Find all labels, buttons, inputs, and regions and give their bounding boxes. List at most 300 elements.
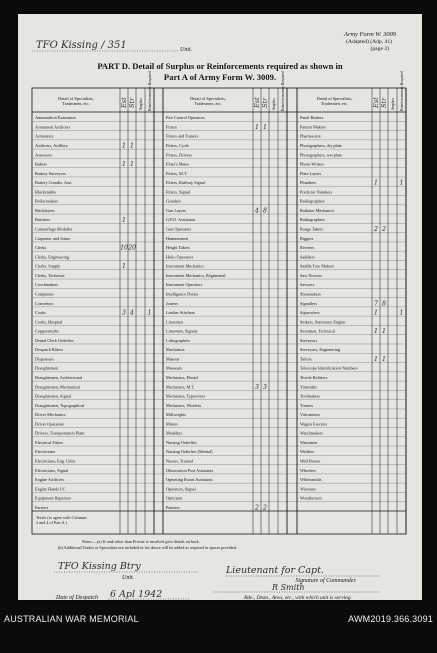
row-label: Fitters, Drivers bbox=[166, 152, 192, 158]
row-label: Pattern Makers bbox=[300, 124, 326, 130]
column-header-surplus: Surplus bbox=[272, 98, 276, 110]
table-row bbox=[166, 199, 181, 204]
table-row bbox=[300, 273, 322, 278]
row-handwritten-value: 1 bbox=[382, 328, 386, 336]
row-label: Coppersmiths bbox=[35, 328, 59, 334]
table-row bbox=[166, 319, 184, 324]
totals-label-line2: 3 and 4 of Part A.) bbox=[36, 520, 67, 525]
table-row bbox=[166, 394, 206, 400]
table-row bbox=[300, 328, 386, 335]
row-label: Radiographers bbox=[300, 217, 325, 223]
table-row bbox=[300, 356, 386, 363]
table-row bbox=[300, 459, 321, 464]
form-sheet bbox=[18, 14, 422, 600]
row-label: Armament Artificers bbox=[35, 124, 71, 130]
row-label: Telescope Identification Numbers bbox=[300, 365, 358, 371]
form-adapted: (Adapted) (Adp. 41) bbox=[346, 39, 392, 45]
row-label: Fitters, Railway Signal bbox=[166, 180, 206, 186]
row-label: Tinsmiths bbox=[300, 384, 317, 390]
row-label: Observation Post Assistants bbox=[166, 467, 214, 473]
row-label: Wheelers bbox=[300, 467, 317, 473]
row-label: Camouflage Modeller bbox=[35, 226, 73, 232]
table-row bbox=[300, 208, 334, 213]
table-row bbox=[35, 347, 63, 352]
table-row bbox=[35, 486, 66, 491]
commander-signature: Lieutenant for Capt. bbox=[226, 565, 324, 576]
row-label: Bakers bbox=[35, 161, 47, 167]
table-row bbox=[35, 459, 76, 465]
table-row bbox=[166, 171, 187, 177]
row-handwritten-value: 2 bbox=[374, 226, 378, 234]
table-row bbox=[35, 431, 85, 437]
row-label: Wiremen bbox=[300, 486, 316, 492]
form-page: (page 2) bbox=[370, 46, 389, 52]
table-row bbox=[35, 384, 81, 390]
row-label: Electrical Fitters bbox=[35, 439, 64, 445]
row-label: Assessors bbox=[35, 152, 52, 158]
row-handwritten-value: 8 bbox=[263, 207, 267, 215]
row-label: Linesmen, Signals bbox=[166, 328, 198, 334]
table-row bbox=[35, 161, 134, 168]
table-row bbox=[166, 412, 186, 417]
header-unit-handwritten: TFO Kissing / 351 bbox=[36, 40, 127, 51]
table-row bbox=[300, 189, 333, 194]
table-row bbox=[35, 356, 54, 361]
column-header-details: Detail of Specialists, bbox=[58, 96, 94, 101]
row-handwritten-value: 4 bbox=[130, 309, 134, 317]
totals-label-line1: Totals (to agree with Columns bbox=[36, 515, 87, 520]
table-row bbox=[166, 477, 213, 482]
row-label: Surveyors bbox=[300, 337, 318, 343]
table-row bbox=[35, 152, 52, 157]
row-label: Gun Operators bbox=[166, 226, 192, 232]
row-handwritten-value: 3 bbox=[122, 309, 126, 317]
row-handwritten-value: 1 bbox=[399, 309, 404, 317]
row-label: Range Takers bbox=[300, 226, 324, 232]
row-label: Surveyors, Engineering bbox=[300, 347, 341, 353]
table-row bbox=[300, 236, 314, 241]
table-row bbox=[35, 301, 54, 306]
row-label: Tailors bbox=[300, 356, 312, 362]
footer-unit-handwritten: TFO Kissing Btry bbox=[58, 561, 141, 572]
table-row bbox=[35, 115, 76, 120]
row-label: Photo-Writers bbox=[300, 161, 324, 167]
row-label: Predictor Numbers bbox=[300, 189, 333, 195]
table-row bbox=[300, 245, 315, 250]
table-row bbox=[166, 208, 267, 215]
row-label: G.P.O. Assistants bbox=[166, 217, 196, 223]
row-handwritten-value: 1 bbox=[399, 179, 404, 187]
row-label: Panel Beaters bbox=[300, 115, 324, 121]
row-label: Miners bbox=[166, 421, 179, 427]
row-label: Fitters, Signal bbox=[166, 189, 190, 195]
row-label: Linesmen bbox=[166, 319, 183, 325]
row-label: Draughtsmen, Signal bbox=[35, 393, 71, 399]
table-row bbox=[300, 440, 318, 445]
table-row bbox=[166, 301, 178, 306]
table-row bbox=[300, 171, 321, 176]
table-row bbox=[166, 264, 204, 269]
table-row bbox=[35, 227, 73, 232]
table-row bbox=[300, 254, 315, 259]
row-label: Drivers, Transportation Plant bbox=[35, 430, 85, 436]
row-label: Stokers, Stationary Engine bbox=[300, 319, 346, 325]
table-row bbox=[300, 421, 328, 426]
row-label: Intelligence Duties bbox=[166, 291, 199, 297]
row-label: Dispensers bbox=[35, 356, 54, 362]
row-label: Cooks bbox=[35, 310, 46, 316]
handwritten-column-head: Str bbox=[128, 97, 136, 108]
row-label: Draughtsmen, Topographical bbox=[35, 402, 85, 408]
note-b: (b) Additional Trades or Specialists not included in list above will be added as required in spaces provided. bbox=[58, 545, 238, 550]
table-frame bbox=[32, 88, 406, 534]
table-row bbox=[166, 505, 267, 512]
row-handwritten-value: 7 bbox=[374, 300, 378, 308]
table-row bbox=[300, 115, 324, 120]
table-row bbox=[35, 338, 74, 343]
row-handwritten-value: 4 bbox=[255, 207, 259, 215]
archive-caption-right: AWM2019.366.3091 bbox=[348, 614, 433, 624]
row-label: Riggers bbox=[300, 235, 314, 241]
row-label: Radiographers bbox=[300, 198, 325, 204]
row-label: Cooks, Hospital bbox=[35, 319, 63, 325]
row-label: Nursing Orderlies bbox=[166, 439, 197, 445]
table-row bbox=[166, 245, 190, 250]
row-label: Photographers, wet plate bbox=[300, 152, 343, 158]
row-label: Draughtsmen bbox=[35, 365, 58, 371]
row-label: Clerks bbox=[35, 245, 47, 251]
row-label: Machinists bbox=[166, 347, 185, 353]
handwritten-column-head: Est bbox=[253, 97, 261, 108]
row-label: Butchers bbox=[35, 217, 51, 223]
table-row bbox=[35, 319, 63, 325]
table-row bbox=[166, 217, 196, 222]
table-row bbox=[300, 124, 326, 129]
handwritten-column-head: Est bbox=[372, 97, 380, 108]
row-label: Toolmakers bbox=[300, 393, 321, 399]
table-row bbox=[166, 384, 267, 391]
table-row bbox=[35, 180, 73, 185]
row-label: Helio Operators bbox=[166, 254, 194, 260]
row-label: Fitters and Turners bbox=[166, 133, 199, 139]
table-row bbox=[35, 199, 58, 204]
table-row bbox=[35, 421, 64, 426]
row-label: Mechanics, Typewriter bbox=[166, 393, 206, 399]
table-row bbox=[166, 143, 189, 149]
table-row bbox=[166, 273, 226, 279]
table-row bbox=[35, 468, 69, 474]
table-rows bbox=[35, 115, 403, 511]
table-row bbox=[35, 412, 66, 417]
table-row bbox=[35, 245, 136, 252]
table-row bbox=[35, 375, 83, 381]
row-label: Fitters bbox=[166, 124, 177, 130]
row-handwritten-value: 3 bbox=[263, 383, 267, 391]
table-row bbox=[35, 124, 71, 129]
row-label: Storemen, Technical bbox=[300, 328, 335, 334]
table-grid bbox=[32, 88, 406, 534]
table-row bbox=[166, 227, 191, 232]
row-label: Fitters, Cycle bbox=[166, 143, 189, 149]
row-handwritten-value: 1 bbox=[374, 356, 378, 364]
row-label: Driver Operators bbox=[35, 421, 64, 427]
row-label: Operating Room Assistants bbox=[166, 477, 213, 483]
row-label: Electricians, Signal bbox=[35, 467, 69, 473]
row-label: Saw Doctors bbox=[300, 272, 322, 278]
row-label: Fitter's Mates bbox=[166, 161, 190, 167]
row-label: Pharmacists bbox=[300, 133, 321, 139]
row-label: Masons bbox=[166, 356, 180, 362]
row-label: Driver Mechanics bbox=[35, 412, 66, 418]
table-row bbox=[166, 291, 199, 296]
column-header-reinforcements: Reinforcements Required bbox=[400, 71, 404, 111]
row-label: Saddle Tree Makers bbox=[300, 263, 334, 269]
row-label: Draughtsmen, Mechanical bbox=[35, 384, 80, 390]
row-handwritten-value: 1 bbox=[147, 309, 152, 317]
row-label: Gun Layers bbox=[166, 207, 186, 213]
table-row bbox=[300, 217, 325, 222]
row-label: Welders bbox=[300, 449, 314, 455]
row-label: Clerks, Technical bbox=[35, 272, 65, 278]
row-label: Signwriters bbox=[300, 310, 320, 316]
table-row bbox=[300, 375, 328, 380]
table-row bbox=[166, 124, 267, 131]
row-label: Battery Comdrs. Asst. bbox=[35, 180, 73, 186]
row-label: Radiator Mechanics bbox=[300, 207, 335, 213]
row-handwritten-value: 1 bbox=[374, 328, 378, 336]
commander-name: R Smith bbox=[272, 583, 305, 592]
table-row bbox=[35, 143, 134, 150]
row-label: Watermen bbox=[300, 439, 318, 445]
table-row bbox=[35, 440, 64, 445]
column-header-details: Detail of Specialists, bbox=[190, 96, 226, 101]
table-row bbox=[166, 347, 185, 352]
row-label: Draughtsmen, Architectural bbox=[35, 374, 83, 380]
row-label: Height Takers bbox=[166, 245, 190, 251]
table-row bbox=[35, 477, 64, 482]
row-label: Mechanics, Wireless bbox=[166, 402, 202, 408]
column-header-details: Detail of Specialists, bbox=[316, 96, 353, 101]
row-label: Artificers, Artillery bbox=[35, 143, 68, 149]
row-label: Equipment Repairers bbox=[35, 495, 71, 501]
table-row bbox=[35, 236, 71, 241]
date-handwritten: 6 Apl 1942 bbox=[110, 589, 163, 600]
row-label: Shoemakers bbox=[300, 291, 321, 297]
table-row bbox=[35, 134, 54, 139]
row-label: Farriers bbox=[35, 504, 49, 510]
table-row bbox=[300, 282, 315, 287]
table-row bbox=[35, 366, 59, 371]
table-row bbox=[300, 403, 313, 408]
row-label: Armourers bbox=[35, 133, 54, 139]
row-label: Mechanics, M.T. bbox=[166, 384, 195, 390]
header-unit-label: Unit. bbox=[180, 47, 193, 53]
table-row bbox=[300, 199, 325, 204]
row-label: Bricklayers bbox=[35, 207, 55, 213]
table-row bbox=[166, 449, 213, 454]
table-row bbox=[300, 477, 322, 482]
table-row bbox=[35, 208, 55, 213]
row-label: Battery Surveyors bbox=[35, 170, 66, 176]
table-row bbox=[166, 403, 202, 409]
row-label: Electricians, Eng. Units bbox=[35, 458, 76, 464]
table-row bbox=[300, 486, 317, 491]
table-row bbox=[300, 134, 321, 139]
table-row bbox=[166, 152, 192, 158]
row-label: Boilermakers bbox=[35, 198, 58, 204]
row-handwritten-value: 1 bbox=[374, 179, 378, 187]
row-label: Fire Control Operators bbox=[166, 115, 205, 121]
table-row bbox=[300, 291, 321, 296]
row-handwritten-value: 1 bbox=[374, 309, 378, 317]
row-label: Nursing Orderlies (Mental) bbox=[166, 449, 213, 455]
column-header-reinforcements: Reinforcements Required bbox=[148, 71, 152, 111]
table-row bbox=[166, 440, 197, 445]
table-row bbox=[35, 291, 54, 296]
table-row bbox=[300, 431, 323, 436]
part-title-line1: PART D. Detail of Surplus or Reinforcements required as shown in bbox=[97, 61, 343, 71]
commander-label: Signature of Commander. bbox=[295, 578, 357, 584]
row-handwritten-value: 1 bbox=[382, 356, 386, 364]
table-row bbox=[300, 152, 342, 158]
row-handwritten-value: 1 bbox=[122, 263, 126, 271]
table-row bbox=[166, 329, 198, 335]
column-header-details-sub: Tradesmen, etc. bbox=[62, 101, 90, 106]
table-row bbox=[35, 329, 59, 334]
column-header-surplus: Surplus bbox=[139, 98, 143, 110]
row-label: Mechanics, Dental bbox=[166, 374, 198, 380]
row-handwritten-value: 3 bbox=[255, 383, 259, 391]
row-label: Watchmakers bbox=[300, 430, 324, 436]
row-label: Vulcanizers bbox=[300, 412, 321, 418]
table-row bbox=[300, 143, 342, 149]
row-handwritten-value: 1 bbox=[130, 161, 134, 169]
handwritten-column-head: Str bbox=[380, 97, 388, 108]
table-row bbox=[35, 217, 126, 224]
row-handwritten-value: 1 bbox=[122, 216, 126, 224]
row-label: Joiners bbox=[166, 300, 179, 306]
row-handwritten-value: 1 bbox=[122, 142, 126, 150]
part-title-line2: Part A of Army Form W. 3009. bbox=[163, 72, 277, 82]
row-label: Woodturners bbox=[300, 495, 322, 501]
handwritten-column-head: Est bbox=[120, 97, 128, 108]
table-row bbox=[35, 263, 126, 270]
table-row bbox=[35, 282, 58, 287]
table-row bbox=[300, 347, 341, 353]
row-handwritten-value: 1 bbox=[255, 124, 259, 132]
column-header-details-sub: Tradesmen, etc. bbox=[194, 101, 222, 106]
table-row bbox=[300, 338, 318, 343]
row-label: Fitters, M.T. bbox=[166, 170, 188, 176]
table-row bbox=[35, 449, 55, 454]
date-label: Date of Despatch bbox=[56, 595, 98, 600]
row-label: Grinders bbox=[166, 198, 181, 204]
table-row bbox=[300, 366, 358, 371]
table-row bbox=[300, 468, 316, 473]
table-row bbox=[35, 273, 65, 279]
row-label: Whitesmiths bbox=[300, 477, 322, 483]
row-label: Concreters bbox=[35, 300, 54, 306]
table-row bbox=[35, 254, 70, 260]
table-row bbox=[35, 496, 71, 501]
row-label: Clerks, Engineering bbox=[35, 254, 69, 260]
table-row bbox=[300, 264, 334, 269]
table-row bbox=[166, 236, 189, 241]
table-row bbox=[35, 394, 72, 400]
table-row bbox=[35, 189, 56, 194]
row-handwritten-value: 2 bbox=[382, 226, 386, 234]
table-row bbox=[300, 394, 320, 399]
row-label: Engine Artificers bbox=[35, 477, 65, 483]
table-row bbox=[166, 421, 178, 426]
row-handwritten-value: 10 bbox=[120, 244, 128, 252]
table-row bbox=[300, 319, 346, 325]
table-row bbox=[300, 412, 320, 417]
archive-caption-left: AUSTRALIAN WAR MEMORIAL bbox=[4, 614, 139, 624]
column-header-reinforcements: Reinforcements Required bbox=[281, 71, 285, 111]
row-label: Plumbers bbox=[300, 180, 317, 186]
column-header-surplus: Surplus bbox=[391, 98, 395, 110]
army-form-page bbox=[18, 14, 422, 600]
table-row bbox=[35, 171, 66, 176]
row-label: Instrument Operators bbox=[166, 282, 203, 288]
table-row bbox=[166, 134, 198, 139]
table-row bbox=[166, 180, 206, 186]
bde-label: Bde., Dtsm., Area, etc., with which unit is serving. bbox=[244, 595, 352, 600]
row-handwritten-value: 2 bbox=[263, 504, 267, 512]
table-row bbox=[166, 375, 199, 381]
row-label: Dental Clerk Orderlies bbox=[35, 337, 74, 343]
row-label: Nurses, Trained bbox=[166, 458, 193, 464]
table-row bbox=[300, 384, 317, 389]
row-label: Computers bbox=[35, 291, 54, 297]
row-label: Saddlers bbox=[300, 254, 315, 260]
table-row bbox=[166, 486, 197, 492]
row-handwritten-value: 1 bbox=[130, 142, 134, 150]
row-label: Engine Hands I/C bbox=[35, 486, 66, 492]
table-row bbox=[166, 162, 189, 167]
table-row bbox=[166, 115, 205, 120]
footer-unit-label: Unit. bbox=[122, 575, 135, 581]
table-row bbox=[166, 310, 195, 315]
row-label: Coachmakers bbox=[35, 282, 59, 288]
row-label: Operators, Signal bbox=[166, 486, 196, 492]
row-label: Painters bbox=[166, 504, 180, 510]
row-label: Well Borers bbox=[300, 458, 321, 464]
row-label: Hammermen bbox=[166, 235, 189, 241]
row-label: Leather Stitchers bbox=[166, 310, 195, 316]
row-label: Clerks, Supply bbox=[35, 263, 61, 269]
row-handwritten-value: 1 bbox=[263, 124, 267, 132]
table-row bbox=[166, 459, 194, 465]
table-row bbox=[166, 189, 191, 195]
table-row bbox=[166, 338, 190, 343]
row-label: Plate Layers bbox=[300, 170, 322, 176]
row-handwritten-value: 8 bbox=[382, 300, 386, 308]
table-row bbox=[166, 496, 183, 501]
row-label: Instrument Mechanics, Regimental bbox=[166, 272, 226, 278]
table-row bbox=[166, 431, 183, 436]
row-label: Wagon Erectors bbox=[300, 421, 328, 427]
row-label: Riveters bbox=[300, 245, 315, 251]
row-label: Textile Refitters bbox=[300, 374, 328, 380]
row-label: Masseurs bbox=[166, 365, 183, 371]
row-label: Sawyers bbox=[300, 282, 315, 288]
row-label: Ammunition Examiners bbox=[35, 115, 76, 121]
table-row bbox=[300, 162, 324, 167]
column-header-details-sub: Tradesmen, etc. bbox=[320, 101, 349, 106]
row-label: Moulders bbox=[166, 430, 183, 436]
